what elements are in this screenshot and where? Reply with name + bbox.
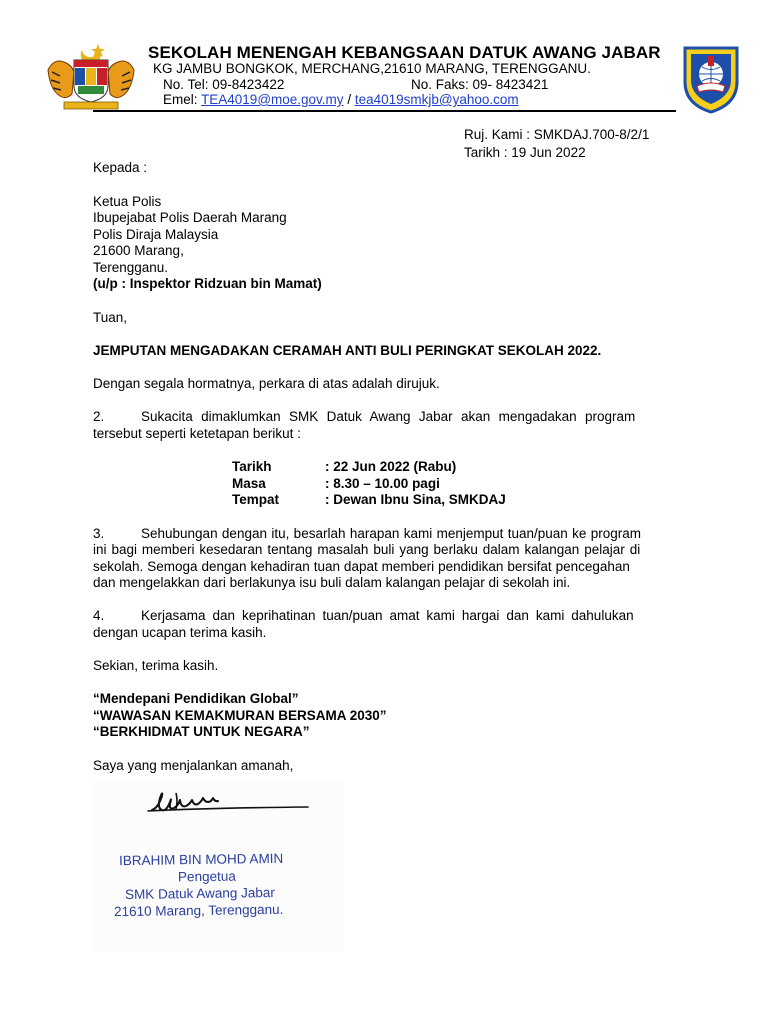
- email-link-moe[interactable]: TEA4019@moe.gov.my: [201, 92, 344, 107]
- stamp-address: 21610 Marang, Terengganu.: [113, 901, 284, 920]
- paragraph-number: 3.: [93, 526, 105, 541]
- school-name: SEKOLAH MENENGAH KEBANGSAAN DATUK AWANG JABAR: [148, 43, 661, 62]
- detail-value-date: : 22 Jun 2022 (Rabu): [325, 459, 457, 474]
- detail-label-date: Tarikh: [232, 459, 272, 474]
- paragraph-number: 2.: [93, 409, 105, 424]
- stamp-name: IBRAHIM BIN MOHD AMIN: [118, 850, 284, 869]
- detail-value-time: : 8.30 – 10.00 pagi: [325, 476, 440, 491]
- header-divider: [93, 110, 676, 112]
- paragraph-3-line: sekolah. Semoga dengan kehadiran tuan dapat memberi pendidikan bersifat pencegahan: [93, 559, 630, 574]
- handwritten-signature-image: [146, 788, 311, 818]
- sign-off: Saya yang menjalankan amanah,: [93, 758, 294, 773]
- stamp-title: Pengetua: [177, 868, 236, 885]
- paragraph-3-line: Sehubungan dengan itu, besarlah harapan kami menjemput tuan/puan ke program: [141, 526, 641, 541]
- paragraph-number: 4.: [93, 608, 105, 623]
- reference-number: Ruj. Kami : SMKDAJ.700-8/2/1: [464, 127, 650, 142]
- detail-value-venue: : Dewan Ibnu Sina, SMKDAJ: [325, 492, 506, 507]
- school-fax: No. Faks: 09- 8423421: [411, 77, 549, 92]
- detail-label-venue: Tempat: [232, 492, 280, 507]
- school-email: [163, 92, 519, 109]
- stamp-school: SMK Datuk Awang Jabar: [124, 884, 275, 903]
- motto-line: “Mendepani Pendidikan Global”: [93, 691, 299, 706]
- school-address: KG JAMBU BONGKOK, MERCHANG,21610 MARANG, TERENGGANU.: [153, 61, 591, 76]
- recipient-line: Terengganu.: [93, 260, 169, 275]
- letter-date: Tarikh : 19 Jun 2022: [464, 145, 586, 160]
- recipient-heading: Kepada :: [93, 160, 148, 175]
- paragraph-3-line: dan mengelakkan dari berlakunya isu buli dalam kalangan pelajar di sekolah ini.: [93, 575, 571, 590]
- recipient-line: Ibupejabat Polis Daerah Marang: [93, 210, 287, 225]
- paragraph-2-line: tersebut seperti ketetapan berikut :: [93, 426, 301, 441]
- paragraph-2-line: Sukacita dimaklumkan SMK Datuk Awang Jabar akan mengadakan program: [141, 409, 636, 424]
- detail-label-time: Masa: [232, 476, 266, 491]
- closing-line: Sekian, terima kasih.: [93, 658, 219, 673]
- recipient-attention: (u/p : Inspektor Ridzuan bin Mamat): [93, 276, 322, 291]
- motto-line: “WAWASAN KEMAKMURAN BERSAMA 2030”: [93, 708, 387, 723]
- malaysia-coat-of-arms-logo: [42, 40, 140, 112]
- paragraph-4-line: dengan ucapan terima kasih.: [93, 625, 267, 640]
- paragraph-3-line: ini bagi memberi kesedaran tentang masalah buli yang berlaku dalam kalangan pelajar di: [93, 542, 641, 557]
- email-link-yahoo[interactable]: tea4019smkjb@yahoo.com: [354, 92, 519, 107]
- school-logo: [681, 42, 741, 114]
- opening-line: Dengan segala hormatnya, perkara di atas adalah dirujuk.: [93, 376, 440, 391]
- motto-line: “BERKHIDMAT UNTUK NEGARA”: [93, 724, 310, 739]
- paragraph-4-line: Kerjasama dan keprihatinan tuan/puan amat kami hargai dan kami dahulukan: [141, 608, 634, 623]
- recipient-line: Ketua Polis: [93, 194, 162, 209]
- letter-subject: JEMPUTAN MENGADAKAN CERAMAH ANTI BULI PERINGKAT SEKOLAH 2022.: [93, 343, 602, 358]
- email-label: Emel:: [163, 92, 198, 107]
- school-tel: No. Tel: 09-8423422: [163, 77, 285, 92]
- recipient-line: 21600 Marang,: [93, 243, 184, 258]
- salutation: Tuan,: [93, 310, 128, 325]
- email-separator: /: [347, 92, 352, 107]
- recipient-line: Polis Diraja Malaysia: [93, 227, 219, 242]
